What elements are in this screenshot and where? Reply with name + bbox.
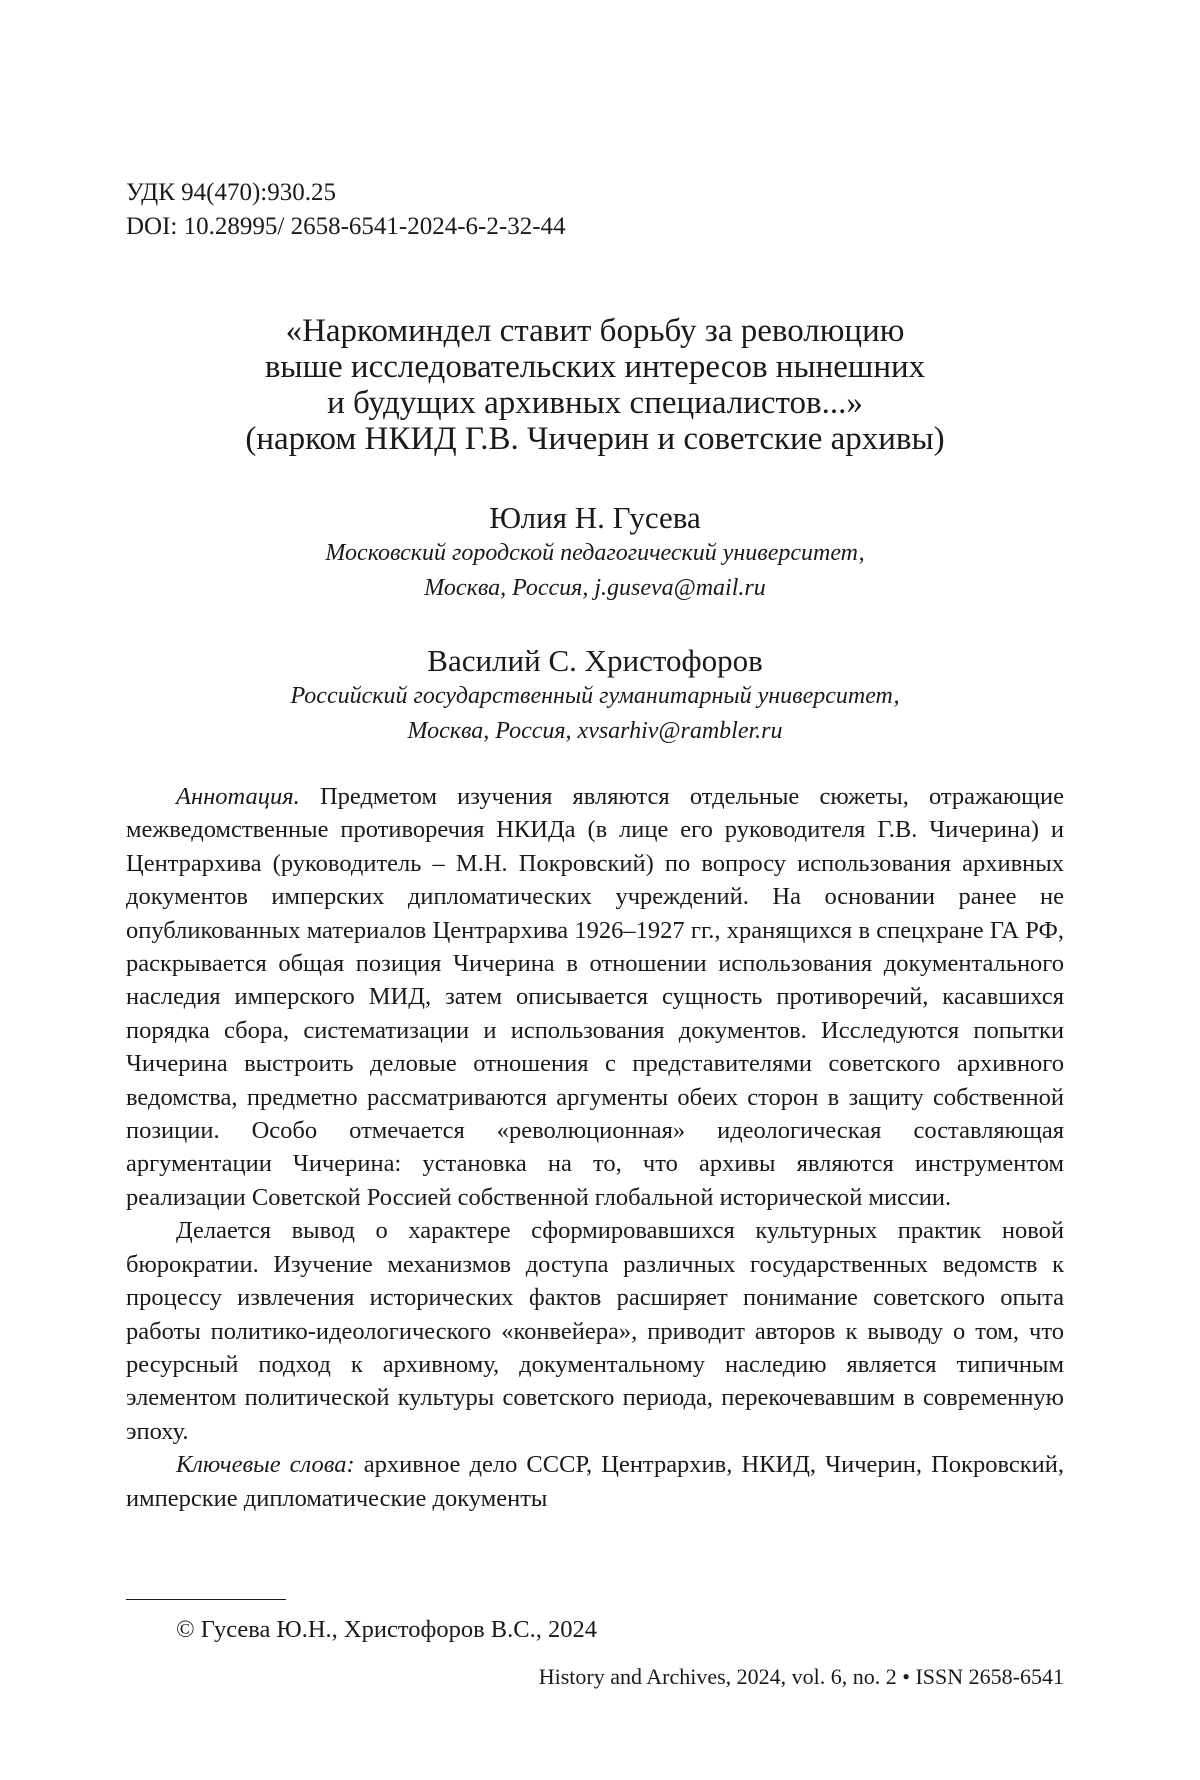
keywords-text: архивное дело СССР, Центрархив, НКИД, Чичерин, Покровский, имперские дипломатические документы: [126, 1451, 1064, 1511]
article-metadata: [126, 176, 566, 244]
keywords-label: Ключевые слова:: [176, 1451, 355, 1478]
abstract-text: Предметом изучения являются отдельные сюжеты, отражающие межведомственные противоречия НКИДа (в лице его руководителя Г.В. Чичерина) и Центрархива (руководитель – М.Н. Покровский) по вопросу использования архивных документов имперских дипломатических учреждений. На основании ранее не опубликованных материалов Центрархива 1926–1927 гг., хранящихся в спецхране ГА РФ, раскрывается общая позиция Чичерина в отношении использования документального наследия имперского МИД, затем описывается сущность противоречий, касавшихся порядка сбора, систематизации и использования документов. Исследуются попытки Чичерина выстроить деловые отношения с представителями советского архивного ведомства, предметно рассматриваются аргументы обеих сторон в защиту собственной позиции. Особо отмечается «революционная» идеологическая составляющая аргументации Чичерина: установка на то, что архивы являются инструментом реализации Советской Россией собственной глобальной исторической миссии.: [126, 783, 1064, 1211]
udc-code: УДК 94(470):930.25: [126, 176, 566, 210]
title-line: «Наркоминдел ставит борьбу за революцию: [126, 313, 1064, 349]
author-block-2: [126, 643, 1064, 749]
abstract-paragraph-1: [126, 780, 1064, 1214]
title-line: и будущих архивных специалистов...»: [126, 385, 1064, 421]
author-block-1: [126, 500, 1064, 606]
copyright-notice: © Гусева Ю.Н., Христофоров В.С., 2024: [176, 1614, 597, 1646]
abstract-label: Аннотация.: [176, 783, 300, 810]
journal-footer: History and Archives, 2024, vol. 6, no. 2 • ISSN 2658-6541: [539, 1662, 1064, 1692]
article-page: [0, 0, 1200, 1780]
title-line: (нарком НКИД Г.В. Чичерин и советские архивы): [126, 421, 1064, 457]
doi: DOI: 10.28995/ 2658-6541-2024-6-2-32-44: [126, 210, 566, 244]
author-affiliation: Московский городской педагогический университет,: [126, 536, 1064, 571]
keywords: [126, 1448, 1064, 1515]
footnote-divider: [126, 1599, 286, 1600]
author-name: Юлия Н. Гусева: [126, 500, 1064, 536]
article-title: [126, 313, 1064, 457]
abstract: [126, 780, 1064, 1515]
abstract-paragraph-2: Делается вывод о характере сформировавшихся культурных практик новой бюрократии. Изучение механизмов доступа различных государственных ведомств к процессу извлечения исторических фактов расширяет понимание советского опыта работы политико-идеологического «конвейера», приводит авторов к выводу о том, что ресурсный подход к архивному, документальному наследию является типичным элементом политической культуры советского периода, перекочевавшим в современную эпоху.: [126, 1214, 1064, 1448]
author-location-email: Москва, Россия, xvsarhiv@rambler.ru: [126, 714, 1064, 749]
title-line: выше исследовательских интересов нынешних: [126, 349, 1064, 385]
author-name: Василий С. Христофоров: [126, 643, 1064, 679]
author-location-email: Москва, Россия, j.guseva@mail.ru: [126, 571, 1064, 606]
author-affiliation: Российский государственный гуманитарный университет,: [126, 679, 1064, 714]
